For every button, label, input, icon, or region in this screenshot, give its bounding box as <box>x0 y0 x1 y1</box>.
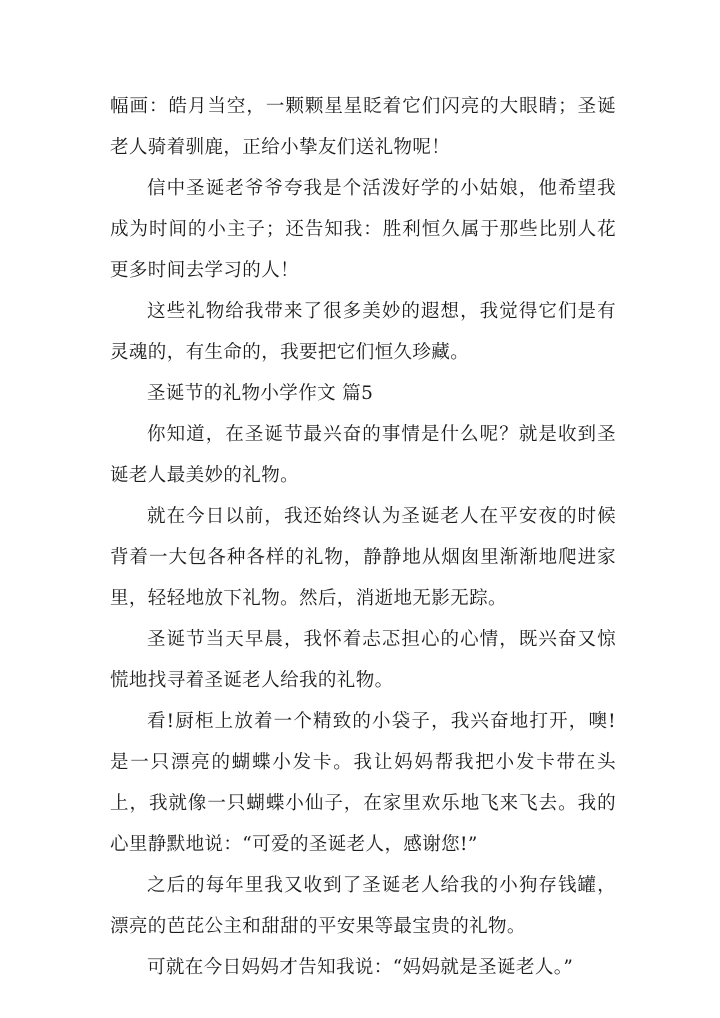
paragraph: 之后的每年里我又收到了圣诞老人给我的小狗存钱罐，漂亮的芭芘公主和甜甜的平安果等最宝贵的礼物。 <box>110 875 616 937</box>
section-title: 圣诞节的礼物小学作文 篇5 <box>147 383 374 404</box>
paragraph: 可就在今日妈妈才告知我说：“妈妈就是圣诞老人。” <box>147 957 574 978</box>
paragraph-continued: 幅画：皓月当空，一颗颗星星眨着它们闪亮的大眼睛；圣诞老人骑着驯鹿，正给小挚友们送礼物呢！ <box>110 96 616 158</box>
document-body <box>110 86 616 988</box>
paragraph: 信中圣诞老爷爷夸我是个活泼好学的小姑娘，他希望我成为时间的小主子；还告知我：胜利恒久属于那些比别人花更多时间去学习的人！ <box>110 178 616 281</box>
paragraph: 就在今日以前，我还始终认为圣诞老人在平安夜的时候背着一大包各种各样的礼物，静静地从烟囱里渐渐地爬进家里，轻轻地放下礼物。然后，消逝地无影无踪。 <box>110 506 616 609</box>
paragraph: 圣诞节当天早晨，我怀着忐忑担心的心情，既兴奋又惊慌地找寻着圣诞老人给我的礼物。 <box>110 629 616 691</box>
paragraph: 看!厨柜上放着一个精致的小袋子，我兴奋地打开，噢!是一只漂亮的蝴蝶小发卡。我让妈妈帮我把小发卡带在头上，我就像一只蝴蝶小仙子，在家里欢乐地飞来飞去。我的心里静默地说：“可爱的圣诞老人，感谢您!” <box>110 711 616 855</box>
paragraph: 你知道，在圣诞节最兴奋的事情是什么呢？就是收到圣诞老人最美妙的礼物。 <box>110 424 616 486</box>
paragraph: 这些礼物给我带来了很多美妙的遐想，我觉得它们是有灵魂的，有生命的，我要把它们恒久珍藏。 <box>110 301 616 363</box>
